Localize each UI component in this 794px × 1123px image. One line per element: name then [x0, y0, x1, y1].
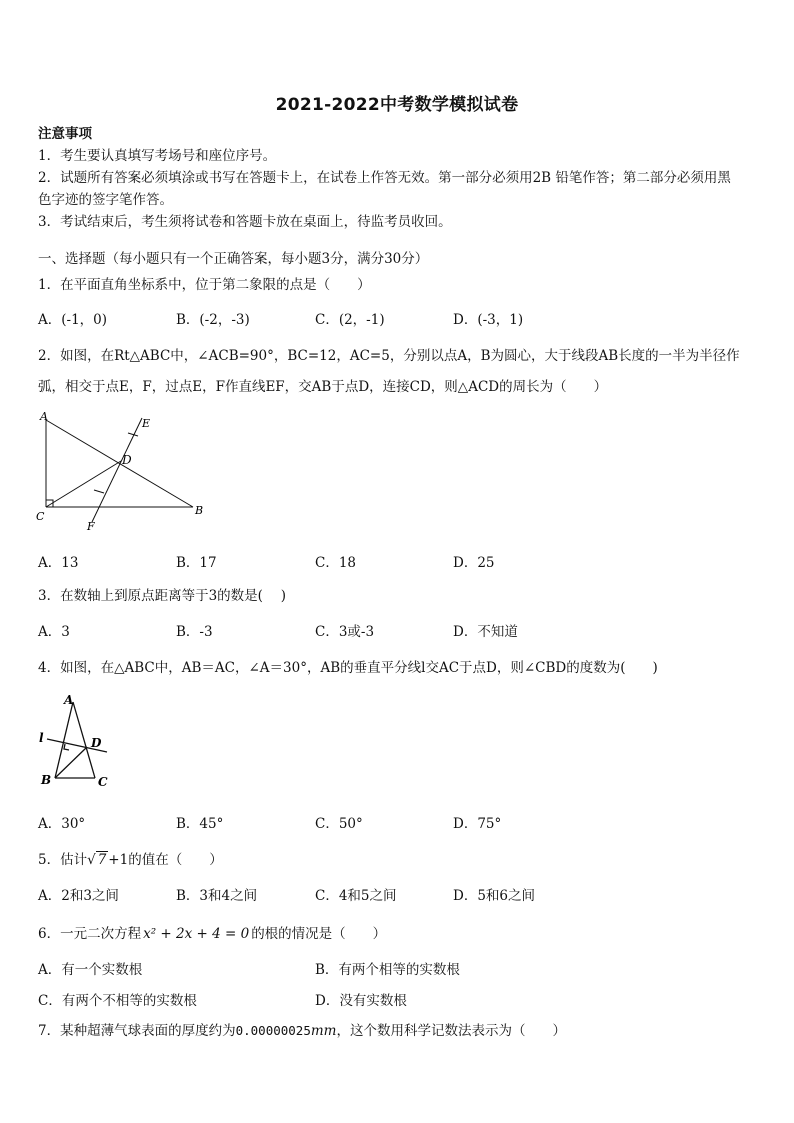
fig2-label-b: B: [195, 504, 204, 517]
q6-stem-suffix: 的根的情况是（ ）: [251, 926, 387, 942]
q5-stem-suffix: +1的值在（ ）: [108, 852, 223, 868]
q4-option-d[interactable]: D．75°: [453, 816, 502, 832]
page-title: 2021-2022中考数学模拟试卷: [275, 95, 519, 115]
fig4-label-c: C: [98, 775, 108, 789]
question-1-stem: 1．在平面直角坐标系中，位于第二象限的点是（ ）: [38, 277, 371, 293]
fig4-label-b: B: [41, 773, 52, 787]
q3-option-a[interactable]: A．3: [38, 624, 70, 640]
q6-option-d[interactable]: D．没有实数根: [315, 993, 407, 1009]
q6-option-c[interactable]: C．有两个不相等的实数根: [38, 993, 197, 1009]
section-heading: 一、选择题（每小题只有一个正确答案，每小题3分，满分30分）: [38, 251, 429, 267]
question-2-stem-line2: 弧，相交于点E，F，过点E，F作直线EF，交AB于点D，连接CD，则△ACD的周长为（ ）: [38, 379, 608, 395]
fig4-label-l: l: [39, 731, 44, 745]
question-2-stem-line1: 2．如图，在Rt△ABC中，∠ACB=90°，BC=12，AC=5，分别以点A，B为圆心，大于线段AB长度的一半为半径作: [38, 348, 740, 364]
q2-option-d[interactable]: D．25: [453, 555, 495, 571]
question-7-stem: [38, 1019, 566, 1039]
question-4-stem: 4．如图，在△ABC中，AB＝AC，∠A＝30°，AB的垂直平分线l交AC于点D，则∠CBD的度数为( ): [38, 660, 658, 676]
notice-item: 3．考试结束后，考生须将试卷和答题卡放在桌面上，待监考员收回。: [38, 214, 452, 230]
q6-option-b[interactable]: B．有两个相等的实数根: [315, 962, 460, 978]
question-6-stem: [38, 922, 386, 942]
sqrt-symbol: √: [87, 852, 96, 868]
fig2-label-c: C: [36, 510, 45, 523]
q7-unit: mm: [310, 1023, 337, 1039]
q7-stem-prefix: 7．某种超薄气球表面的厚度约为: [38, 1023, 236, 1039]
notice-item: 色字迹的签字笔作答。: [38, 192, 173, 208]
fig4-label-a: A: [64, 693, 74, 707]
q5-option-c[interactable]: C．4和5之间: [315, 888, 397, 904]
question-3-stem: 3．在数轴上到原点距离等于3的数是( ): [38, 588, 287, 604]
fig4-label-d: D: [91, 736, 102, 750]
q3-option-c[interactable]: C．3或-3: [315, 624, 375, 640]
fig2-label-f: F: [87, 520, 95, 533]
q3-option-d[interactable]: D．不知道: [453, 624, 518, 640]
q2-option-a[interactable]: A．13: [38, 555, 79, 571]
q3-option-b[interactable]: B．-3: [176, 624, 213, 640]
question-2-figure: [30, 410, 220, 535]
q6-stem-prefix: 6．一元二次方程: [38, 926, 142, 942]
q4-option-c[interactable]: C．50°: [315, 816, 363, 832]
notice-heading: 注意事项: [38, 126, 92, 142]
q5-option-b[interactable]: B．3和4之间: [176, 888, 258, 904]
q6-equation: x² + 2x + 4 = 0: [143, 926, 250, 942]
q7-stem-suffix: ，这个数用科学记数法表示为（ ）: [336, 1023, 566, 1039]
fig2-label-d: D: [122, 453, 132, 467]
q1-option-a[interactable]: A．(-1，0): [38, 312, 108, 328]
q5-radicand: 7: [97, 852, 107, 868]
notice-item: 1．考生要认真填写考场号和座位序号。: [38, 148, 277, 164]
question-4-figure: [35, 690, 125, 790]
q4-option-b[interactable]: B．45°: [176, 816, 224, 832]
q5-stem-prefix: 5．估计: [38, 852, 88, 868]
q6-option-a[interactable]: A．有一个实数根: [38, 962, 143, 978]
q5-option-d[interactable]: D．5和6之间: [453, 888, 536, 904]
q7-value: 0.00000025: [235, 1023, 311, 1038]
q1-option-c[interactable]: C．(2，-1): [315, 312, 385, 328]
fig2-label-e: E: [142, 417, 151, 430]
q1-option-b[interactable]: B．(-2，-3): [176, 312, 250, 328]
q4-option-a[interactable]: A．30°: [38, 816, 86, 832]
q2-option-b[interactable]: B．17: [176, 555, 217, 571]
question-5-stem: [38, 848, 223, 868]
notice-item: 2．试题所有答案必须填涂或书写在答题卡上，在试卷上作答无效。第一部分必须用2B 铅笔作答；第二部分必须用黑: [38, 170, 731, 186]
q1-option-d[interactable]: D．(-3，1): [453, 312, 524, 328]
q5-option-a[interactable]: A．2和3之间: [38, 888, 119, 904]
fig2-label-a: A: [40, 410, 48, 423]
q2-option-c[interactable]: C．18: [315, 555, 357, 571]
